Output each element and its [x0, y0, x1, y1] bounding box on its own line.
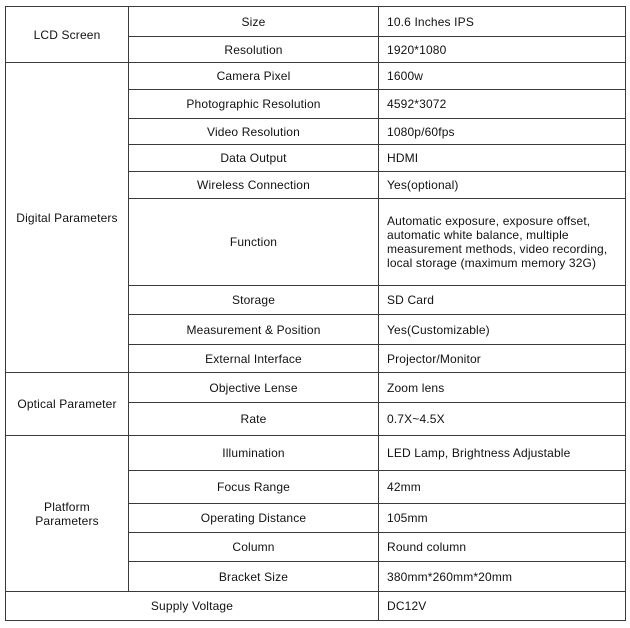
- row-label: Data Output: [129, 145, 379, 172]
- row-label: Size: [129, 7, 379, 37]
- row-value: Zoom lens: [379, 373, 626, 403]
- spec-table: [5, 6, 626, 621]
- group-digital-parameters: [6, 63, 129, 373]
- row-label: Rate: [129, 403, 379, 436]
- row-label: Illumination: [129, 436, 379, 471]
- row-label: Operating Distance: [129, 504, 379, 533]
- row-label: Function: [129, 199, 379, 286]
- supply-voltage-value: DC12V: [379, 592, 626, 621]
- row-value: Yes(optional): [379, 172, 626, 199]
- group-label: LCD Screen: [33, 27, 101, 42]
- group-lcd-screen: [6, 7, 129, 63]
- row-value: SD Card: [379, 286, 626, 315]
- row-value: Yes(Customizable): [379, 315, 626, 345]
- row-label: External Interface: [129, 345, 379, 373]
- spec-row: [6, 63, 626, 90]
- spec-row: [6, 436, 626, 471]
- row-label: Photographic Resolution: [129, 90, 379, 119]
- row-label: Focus Range: [129, 471, 379, 504]
- row-label: Wireless Connection: [129, 172, 379, 199]
- row-value: Projector/Monitor: [379, 345, 626, 373]
- group-label: Optical Parameter: [17, 397, 117, 411]
- group-label: Digital Parameters: [16, 210, 118, 225]
- row-value: 1080p/60fps: [379, 119, 626, 145]
- group-label: Platform Parameters: [35, 499, 99, 528]
- supply-voltage-label: Supply Voltage: [6, 592, 379, 621]
- row-value: 4592*3072: [379, 90, 626, 119]
- row-value: Round column: [379, 533, 626, 562]
- row-value: 105mm: [379, 504, 626, 533]
- spec-row-supply: [6, 592, 626, 621]
- row-label: Storage: [129, 286, 379, 315]
- row-value: 380mm*260mm*20mm: [379, 562, 626, 592]
- row-label: Bracket Size: [129, 562, 379, 592]
- group-optical-parameter: [6, 373, 129, 436]
- row-label: Column: [129, 533, 379, 562]
- row-value: 10.6 Inches IPS: [379, 7, 626, 37]
- spec-row: [6, 7, 626, 37]
- row-label: Objective Lense: [129, 373, 379, 403]
- row-label: Measurement & Position: [129, 315, 379, 345]
- spec-row: [6, 373, 626, 403]
- row-label: Video Resolution: [129, 119, 379, 145]
- row-value: HDMI: [379, 145, 626, 172]
- row-value: 0.7X~4.5X: [379, 403, 626, 436]
- row-value: 42mm: [379, 471, 626, 504]
- row-value-function: Automatic exposure, exposure offset, automatic white balance, multiple measurement methods, video recording, local storage (maximum memory 32G): [379, 199, 626, 286]
- group-platform-parameters: [6, 436, 129, 592]
- row-value: 1600w: [379, 63, 626, 90]
- row-label: Resolution: [129, 37, 379, 63]
- row-value: 1920*1080: [379, 37, 626, 63]
- row-value: LED Lamp, Brightness Adjustable: [379, 436, 626, 471]
- row-label: Camera Pixel: [129, 63, 379, 90]
